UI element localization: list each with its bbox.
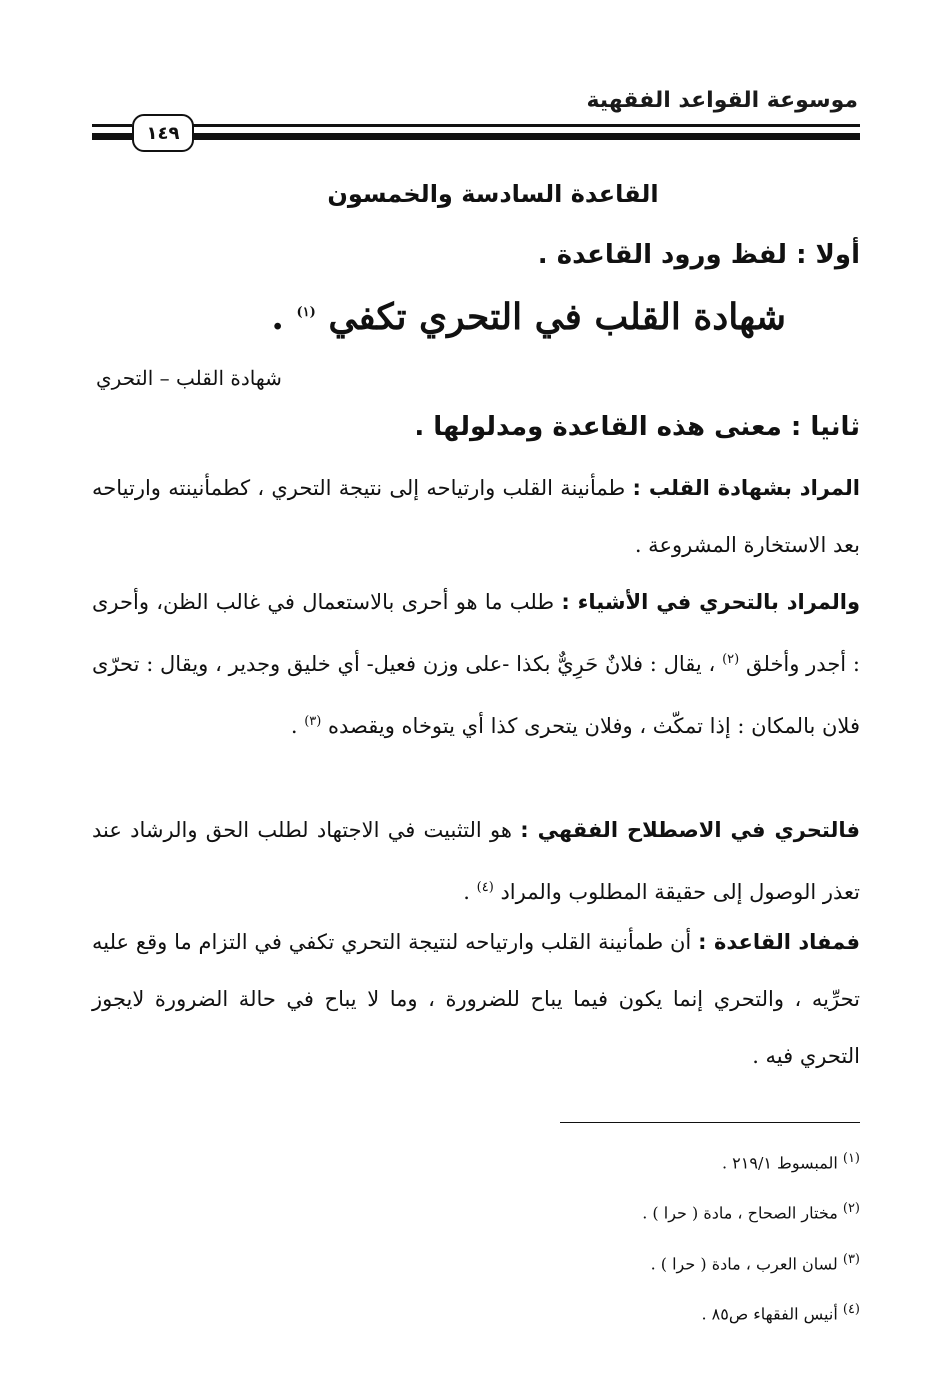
paragraph-text: هو التثبيت في الاجتهاد لطلب الحق والرشاد عند تعذر الوصول إلى حقيقة المطلوب والمراد: [92, 818, 860, 904]
paragraph-text: طمأنينة القلب وارتياحه إلى نتيجة التحري ، كطمأنينته وارتياحه بعد الاستخارة المشروعة .: [92, 476, 860, 557]
paragraph-technical-meaning: [92, 802, 860, 921]
footnote-text: أنيس الفقهاء ص٨٥ .: [701, 1304, 838, 1324]
paragraph-text: ، يقال : فلانٌ حَرِيٌّ بكذا -على وزن فعيل- أي خليق وجدير ، ويقال : تحرّى فلان بالمكان : إذا تمكّث ، وفلان يتحرى كذا أي يتوخاه ويقصده: [92, 652, 860, 738]
footnote-separator: [560, 1122, 860, 1123]
header-rule-thin: [190, 124, 860, 127]
footnote-ref-4: (٤): [476, 880, 494, 895]
footnotes: [642, 1136, 860, 1337]
paragraph-lead: المراد بشهادة القلب :: [632, 476, 860, 500]
footnote-item: [642, 1136, 860, 1186]
paragraph-meaning-heart: [92, 460, 860, 574]
paragraph-lead: فمفاد القاعدة :: [698, 930, 860, 954]
footnote-text: لسان العرب ، مادة ( حرا ) .: [650, 1253, 838, 1273]
footnote-number: (٤): [842, 1301, 860, 1317]
rule-statement-text: شهادة القلب في التحري تكفي: [328, 296, 786, 338]
paragraph-meaning-tahari: [92, 574, 860, 755]
paragraph-rule-import: [92, 914, 860, 1085]
paragraph-text: أن طمأنينة القلب وارتياحه لنتيجة التحري تكفي في التزام ما وقع عليه تحرِّيه ، والتحري إنما يكون فيما يباح للضرورة ، وما لا يباح في حالة الضرورة لايجوز التحري فيه .: [92, 930, 860, 1068]
footnote-item: [642, 1237, 860, 1287]
header-rule-left-thin: [92, 124, 132, 127]
footnote-text: المبسوط ٢١٩/١ .: [722, 1153, 838, 1173]
second-heading: ثانيا : معنى هذه القاعدة ومدلولها .: [414, 412, 860, 442]
page-number: ١٤٩: [132, 114, 194, 152]
keywords-line: شهادة القلب – التحري: [96, 366, 282, 390]
footnote-ref-2: (٢): [722, 652, 740, 667]
footnote-text: مختار الصحاح ، مادة ( حرا ) .: [642, 1203, 838, 1223]
header-rule-thick: [190, 133, 860, 140]
paragraph-text: .: [290, 714, 305, 738]
paragraph-text: طلب ما هو أحرى بالاستعمال في غالب الظن، وأحرى : أجدر وأخلق: [92, 590, 860, 676]
rule-statement-end: .: [271, 296, 284, 338]
running-header-title: موسوعة القواعد الفقهية: [586, 88, 858, 113]
footnote-ref-3: (٣): [304, 714, 322, 729]
first-heading: أولا : لفظ ورود القاعدة .: [537, 240, 860, 270]
header-rule-left-thick: [92, 133, 132, 140]
footnote-ref-1: (١): [296, 305, 316, 320]
footnote-number: (١): [842, 1151, 860, 1166]
footnote-number: (٣): [842, 1251, 860, 1267]
section-title: القاعدة السادسة والخمسون: [327, 180, 659, 208]
rule-statement: [271, 296, 786, 338]
paragraph-lead: والمراد بالتحري في الأشياء :: [561, 590, 861, 614]
paragraph-text: .: [463, 880, 477, 904]
paragraph-lead: فالتحري في الاصطلاح الفقهي :: [520, 818, 860, 842]
footnote-item: [642, 1287, 860, 1337]
footnote-item: [642, 1186, 860, 1236]
footnote-number: (٢): [842, 1201, 860, 1217]
